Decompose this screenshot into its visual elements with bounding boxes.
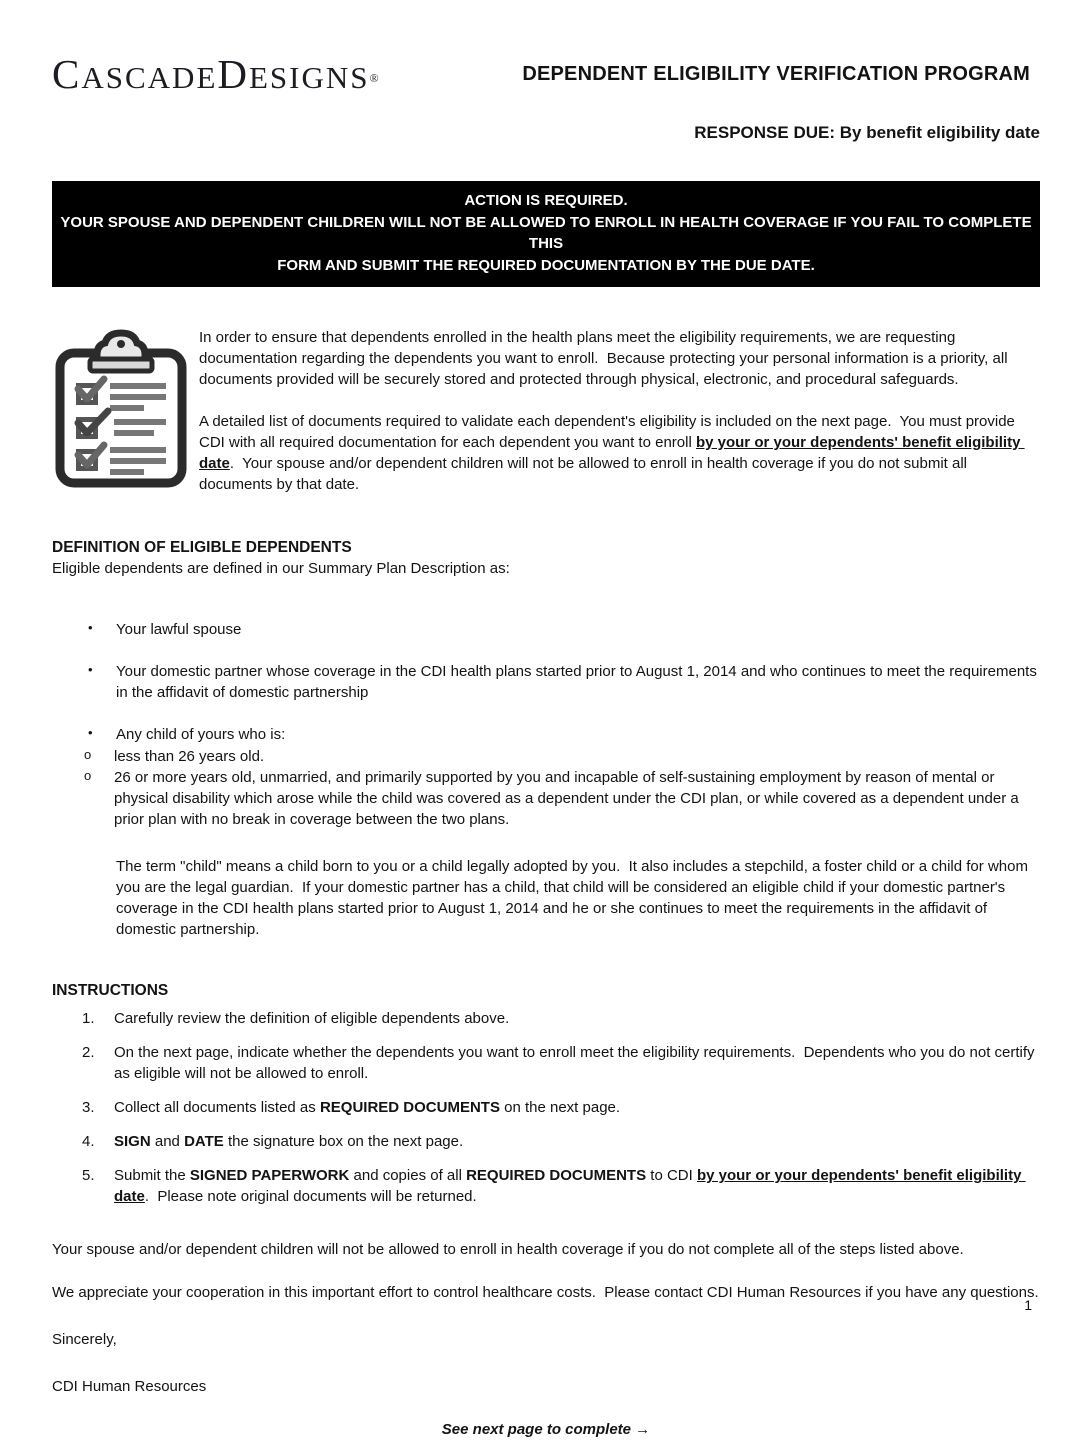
item-number: 1. — [82, 1010, 95, 1028]
clipboard-checklist-icon — [52, 327, 197, 495]
list-item — [52, 767, 1040, 830]
list-item — [52, 724, 1040, 745]
instructions-list — [52, 1008, 1040, 1207]
document-title: DEPENDENT ELIGIBILITY VERIFICATION PROGRAM — [522, 63, 1030, 85]
list-item — [52, 1131, 1040, 1152]
closing-warning: Your spouse and/or dependent children will not be allowed to enroll in health coverage if you do not complete all of the steps listed above. — [52, 1241, 964, 1259]
list-item — [52, 619, 1040, 640]
logo-text: C — [52, 51, 82, 97]
child-sub-list — [52, 746, 1040, 830]
dependents-bullet-list — [52, 619, 1040, 830]
list-item — [52, 1097, 1040, 1118]
intro-paragraph-2: A detailed list of documents required to validate each dependent's eligibility is included on the next page. You must provide CDI with all required documentation for each dependent you want to enroll by your or your dependents' benefit eligibility date. Your spouse and/or dependent children will not be allowed to enroll in health coverage if you do not submit all documents by that date. — [199, 412, 1025, 493]
banner-line-3: FORM AND SUBMIT THE REQUIRED DOCUMENTATION BY THE DUE DATE. — [277, 257, 815, 275]
sub-bullet-marker: o — [84, 768, 92, 784]
signature-line: CDI Human Resources — [52, 1378, 207, 1396]
company-logo: CASCADEDESIGNS® — [52, 51, 379, 97]
definition-intro: Eligible dependents are defined in our Summary Plan Description as: — [52, 560, 510, 578]
item-number: 3. — [82, 1099, 95, 1117]
intro-paragraph-1: In order to ensure that dependents enrolled in the health plans meet the eligibility requirements, we are requesting documentation regarding the dependents you want to enroll. Because protecting your personal information is a priority, all documents provided will be securely stored and protected through physical, electronic, and procedural safeguards. — [199, 328, 1012, 388]
bullet-marker: • — [88, 725, 93, 741]
instruction-4: SIGN and DATE the signature box on the next page. — [114, 1133, 464, 1151]
bullet-spouse: Your lawful spouse — [116, 621, 242, 639]
deadline-emphasis: by your or your dependents' benefit eligibility date — [114, 1167, 1026, 1206]
intro-section — [52, 327, 1040, 495]
instruction-1: Carefully review the definition of eligible dependents above. — [114, 1010, 510, 1028]
item-number: 5. — [82, 1167, 95, 1185]
document-header — [52, 52, 1040, 95]
bullet-marker: • — [88, 662, 93, 678]
instruction-2: On the next page, indicate whether the dependents you want to enroll meet the eligibility requirements. Dependents who you do not certify as eligible will not be allowed to enroll. — [114, 1044, 1039, 1083]
list-item — [52, 1165, 1040, 1207]
instructions-section — [52, 980, 1040, 1207]
response-due-line: RESPONSE DUE: By benefit eligibility date — [694, 123, 1040, 142]
see-next-page-note: See next page to complete → — [441, 1421, 651, 1439]
item-number: 2. — [82, 1044, 95, 1062]
sub-bullet-marker: o — [84, 747, 92, 763]
instruction-5: Submit the SIGNED PAPERWORK and copies of all REQUIRED DOCUMENTS to CDI by your or your dependents' benefit eligibility date. Please note original documents will be returned. — [114, 1167, 1026, 1206]
bullet-child: Any child of yours who is: — [116, 726, 286, 744]
banner-line-1: ACTION IS REQUIRED. — [464, 191, 628, 209]
action-required-banner — [52, 181, 1040, 287]
signoff: Sincerely, — [52, 1331, 117, 1349]
banner-line-2: YOUR SPOUSE AND DEPENDENT CHILDREN WILL NOT BE ALLOWED TO ENROLL IN HEALTH COVERAGE IF YOU FAIL TO COMPLETE THIS — [60, 213, 1032, 253]
page-number: 1 — [1024, 1297, 1032, 1313]
sub-bullet-under-26: less than 26 years old. — [114, 748, 265, 766]
instructions-heading: INSTRUCTIONS — [52, 982, 169, 1000]
intro-text — [197, 327, 1040, 495]
list-item — [52, 1008, 1040, 1029]
item-number: 4. — [82, 1133, 95, 1151]
deadline-emphasis: by your or your dependents' benefit eligibility date — [199, 433, 1025, 472]
bullet-marker: • — [88, 620, 93, 636]
instruction-3: Collect all documents listed as REQUIRED DOCUMENTS on the next page. — [114, 1099, 621, 1117]
definition-heading: DEFINITION OF ELIGIBLE DEPENDENTS — [52, 538, 352, 556]
list-item — [52, 1042, 1040, 1084]
definition-section — [52, 537, 1040, 941]
closing-thanks: We appreciate your cooperation in this important effort to control healthcare costs. Please contact CDI Human Resources if you have any questions. — [52, 1284, 1039, 1302]
registered-mark: ® — [369, 71, 379, 85]
list-item — [52, 746, 1040, 767]
child-definition-note: The term "child" means a child born to you or a child legally adopted by you. It also includes a stepchild, a foster child or a child for whom you are the legal guardian. If your domestic partner has a child, that child will be considered an eligible child if your domestic partner's coverage in the CDI health plans started prior to August 1, 2014 and he or she continues to meet the requirements in the affidavit of domestic partnership. — [116, 858, 1033, 939]
list-item — [52, 661, 1040, 703]
sub-bullet-disabled: 26 or more years old, unmarried, and primarily supported by you and incapable of self-sustaining employment by reason of mental or physical disability which arose while the child was covered as a dependent under the CDI plan, or while covered as a dependent under a prior plan with no break in coverage between the two plans. — [114, 769, 1023, 829]
bullet-domestic-partner: Your domestic partner whose coverage in the CDI health plans started prior to August 1, 2014 and who continues to meet the requirements in the affidavit of domestic partnership — [116, 663, 1041, 702]
